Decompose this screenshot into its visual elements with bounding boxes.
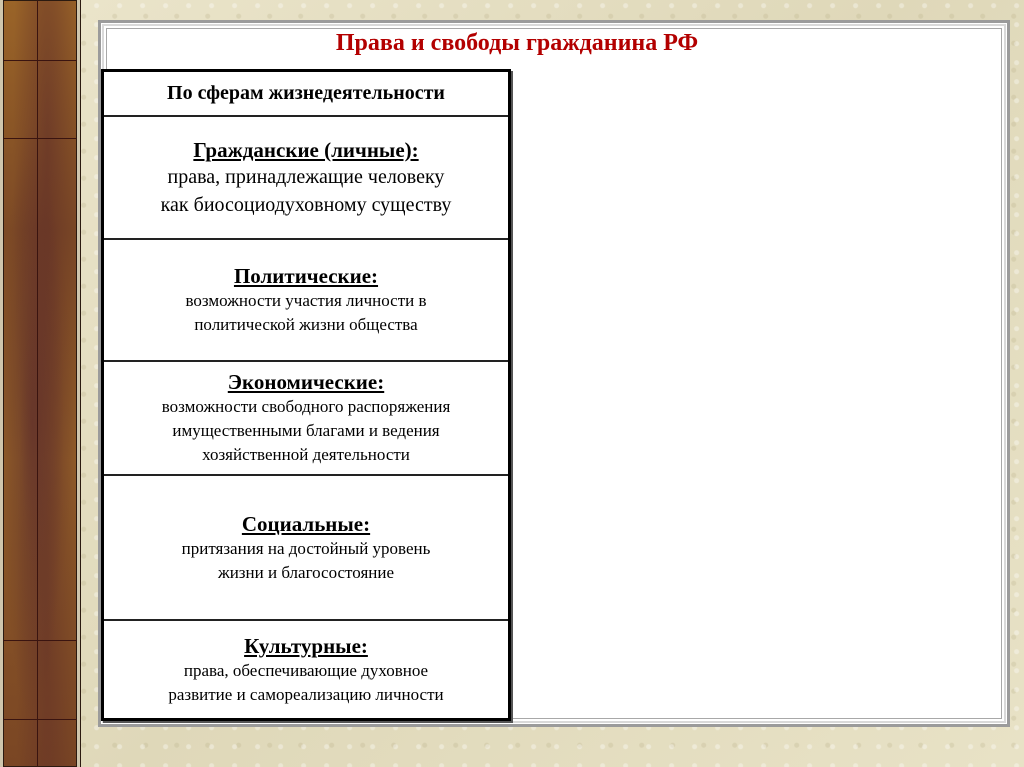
table-header-label: По сферам жизнедеятельности bbox=[167, 82, 445, 104]
row-description-line: жизни и благосостояние bbox=[217, 562, 395, 582]
strip-divider bbox=[3, 60, 77, 61]
row-description-line: имущественными благами и ведения bbox=[172, 421, 440, 440]
table-row-political bbox=[104, 238, 508, 360]
slide-title: Права и свободы гражданина РФ bbox=[335, 30, 699, 56]
table-row-social bbox=[104, 474, 508, 619]
strip-divider bbox=[37, 0, 38, 767]
table-header bbox=[104, 72, 508, 115]
decorative-side-strip bbox=[0, 0, 80, 767]
table-row-civil bbox=[104, 115, 508, 238]
rights-table bbox=[101, 69, 511, 721]
strip-divider bbox=[3, 138, 77, 139]
row-description-line: права, обеспечивающие духовное bbox=[183, 660, 429, 680]
strip-divider bbox=[3, 719, 77, 720]
row-description-line: права, принадлежащие человеку bbox=[167, 165, 445, 188]
row-description-line: развитие и самореализацию личности bbox=[168, 684, 444, 704]
row-description-line: политической жизни общества bbox=[194, 315, 418, 334]
table-row-economic bbox=[104, 360, 508, 474]
strip-divider bbox=[3, 640, 77, 641]
row-heading: Социальные: bbox=[241, 511, 371, 536]
row-description-line: притязания на достойный уровень bbox=[181, 538, 431, 558]
row-description-line: возможности свободного распоряжения bbox=[161, 397, 451, 416]
row-heading: Экономические: bbox=[227, 370, 385, 394]
row-heading: Гражданские (личные): bbox=[193, 137, 419, 162]
row-description-line: хозяйственной деятельности bbox=[202, 445, 410, 464]
row-heading: Политические: bbox=[233, 264, 379, 288]
row-heading: Культурные: bbox=[244, 633, 368, 658]
row-description-line: возможности участия личности в bbox=[185, 291, 427, 310]
row-description-line: как биосоциодуховному существу bbox=[160, 193, 452, 216]
table-row-cultural bbox=[104, 619, 508, 718]
